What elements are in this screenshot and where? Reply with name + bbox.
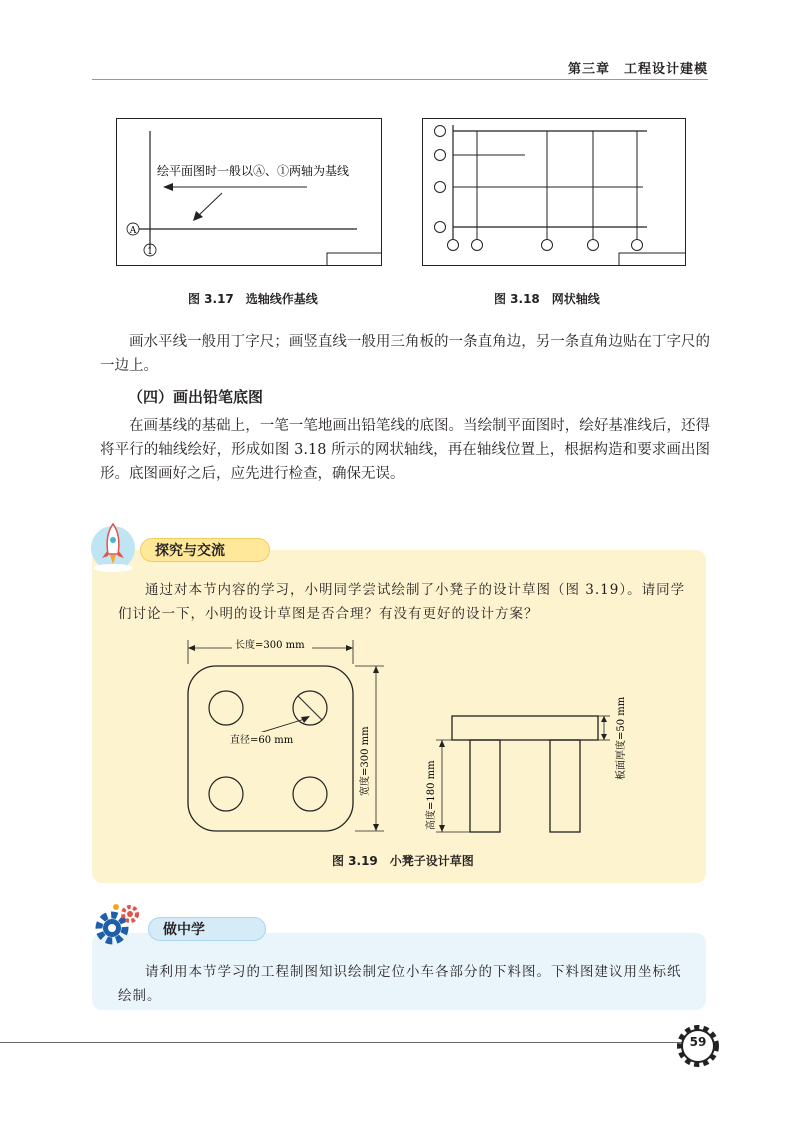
section-heading: （四）画出铅笔底图: [128, 388, 264, 406]
width-label: 宽度=300 mm: [360, 726, 371, 796]
figure-3-17-drawing: [117, 119, 381, 265]
axis-label-1: 1: [147, 247, 153, 257]
paragraph-pencil-draft: [100, 414, 710, 486]
length-label: 长度=300 mm: [235, 640, 305, 651]
explore-text: 通过对本节内容的学习，小明同学尝试绘制了小凳子的设计草图（图 3.19）。请同学们讨论一下，小明的设计草图是否合理？有没有更好的设计方案？: [118, 582, 686, 622]
footer-rule: [0, 1042, 690, 1043]
figure-3-18-drawing: [423, 119, 685, 265]
paragraph-ruler-usage: [100, 330, 710, 378]
figure-3-17: [116, 118, 382, 266]
practice-title-tab: 做中学: [148, 917, 266, 941]
axis-label-a: A: [129, 226, 137, 236]
figure-3-18: [422, 118, 686, 266]
figure-3-18-caption: 图 3.18 网状轴线: [494, 292, 600, 306]
gear-icon: [92, 898, 144, 950]
header-rule: [92, 79, 708, 80]
explore-title-tab: 探究与交流: [140, 538, 270, 562]
paragraph-2: 在画基线的基础上，一笔一笔地画出铅笔线的底图。当绘制平面图时，绘好基准线后，还得将平行的轴线绘好，形成如图 3.18 所示的网状轴线，再在轴线位置上，根据构造和要求画出图形。底图画好之后，应先进行检查，确保无误。: [100, 418, 710, 482]
page-number: 59: [689, 1035, 707, 1049]
practice-text-block: [118, 960, 688, 1008]
figure-3-19-caption: 图 3.19 小凳子设计草图: [332, 854, 474, 868]
height-label: 高度=180 mm: [426, 760, 437, 830]
chapter-header: 第三章 工程设计建模: [567, 62, 708, 77]
rocket-icon: [88, 518, 138, 574]
explore-text-block: [118, 578, 688, 626]
thickness-label: 板面厚度=50 mm: [616, 696, 627, 780]
figure-3-17-annotation: 绘平面图时一般以Ⓐ、①两轴为基线: [157, 164, 350, 178]
paragraph-1: 画水平线一般用丁字尺；画竖直线一般用三角板的一条直角边，另一条直角边贴在丁字尺的一边上。: [100, 334, 710, 374]
figure-3-17-caption: 图 3.17 选轴线作基线: [188, 292, 318, 306]
figure-3-19-drawing: [170, 636, 640, 844]
diameter-label: 直径=60 mm: [230, 735, 294, 746]
practice-text: 请利用本节学习的工程制图知识绘制定位小车各部分的下料图。下料图建议用坐标纸绘制。: [118, 964, 682, 1004]
